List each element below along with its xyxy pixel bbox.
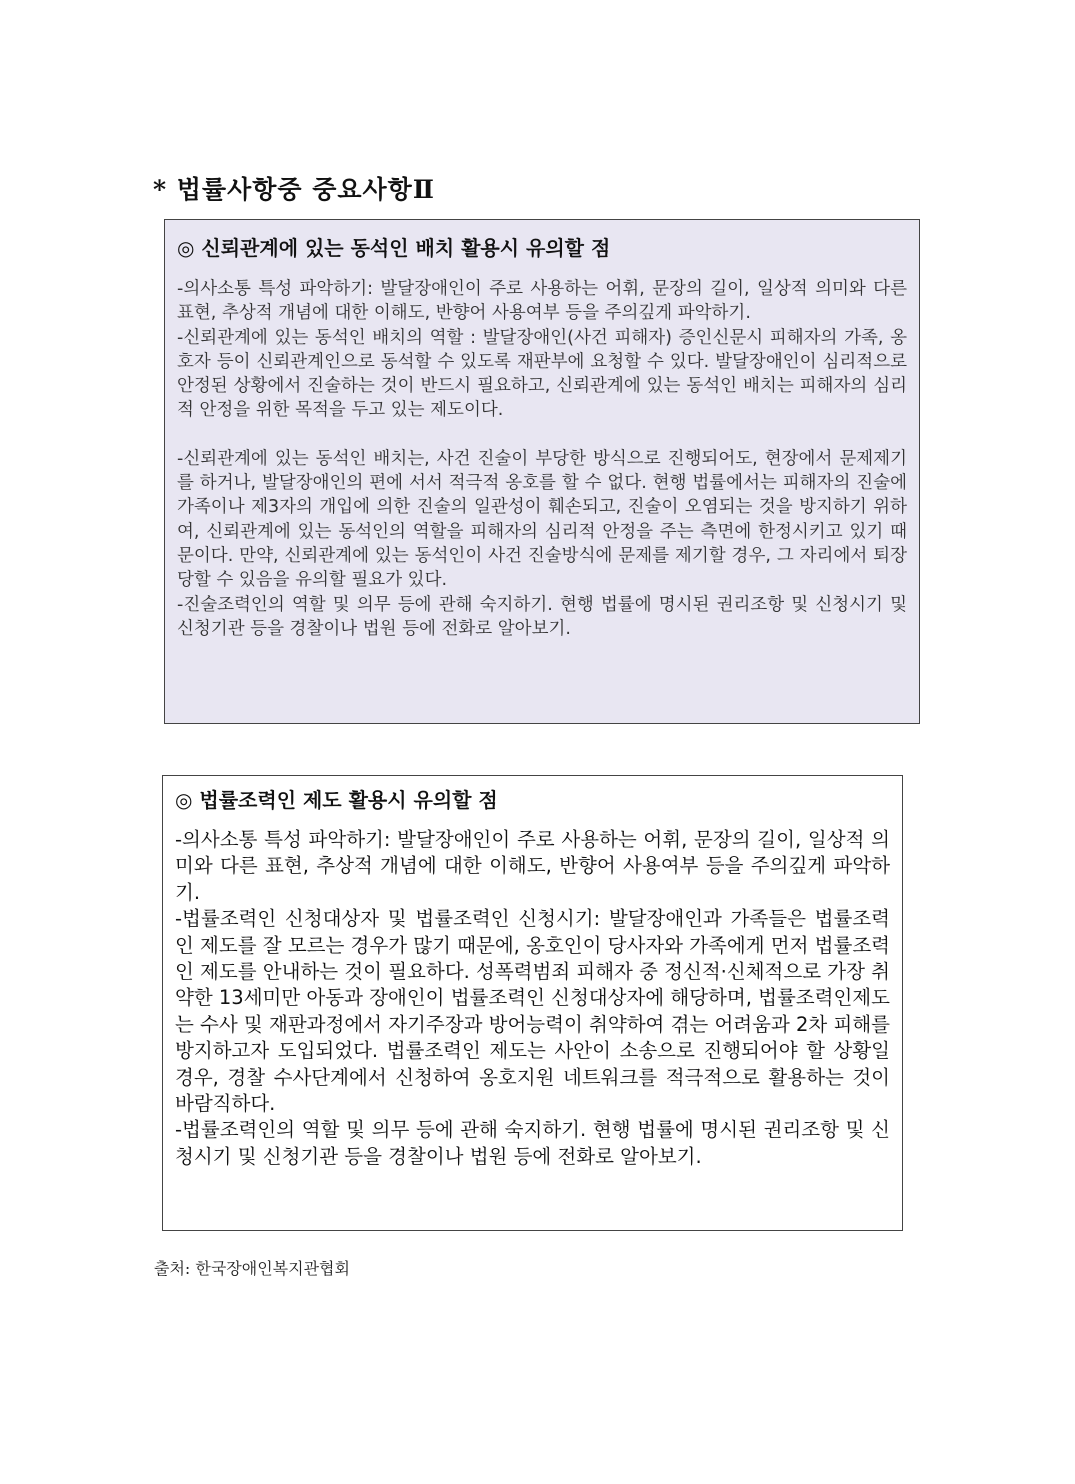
paragraph-communication: -의사소통 특성 파악하기: 발달장애인이 주로 사용하는 어휘, 문장의 길이, 일상적 의미와 다른 표현, 추상적 개념에 대한 이해도, 반향어 사용여부 등을 주의깊게 파악하기. — [177, 279, 907, 324]
paragraph-communication: -의사소통 특성 파악하기: 발달장애인이 주로 사용하는 어휘, 문장의 길이, 일상적 의미와 다른 표현, 추상적 개념에 대한 이해도, 반향어 사용여부 등을 주의깊게 파악하기. — [175, 828, 890, 904]
paragraph-spacer — [177, 423, 907, 447]
paragraph-role: -신뢰관계에 있는 동석인 배치의 역할 : 발달장애인(사건 피해자) 증인신문시 피해자의 가족, 옹호자 등이 신뢰관계인으로 동석할 수 있도록 재판부에 요청할 수 있다. 발달장애인이 심리적으로 안정된 상황에서 진술하는 것이 반드시 필요하고, 신뢰관계에 있는 동석인 배치는 피해자의 심리적 안정을 위한 목적을 두고 있는 제도이다. — [177, 327, 907, 421]
paragraph-duties: -법률조력인의 역할 및 의무 등에 관해 숙지하기. 현행 법률에 명시된 권리조항 및 신청시기 및 신청기관 등을 경찰이나 법원 등에 전화로 알아보기. — [175, 1118, 890, 1168]
paragraph-eligibility: -법률조력인 신청대상자 및 법률조력인 신청시기: 발달장애인과 가족들은 법률조력인 제도를 잘 모르는 경우가 많기 때문에, 옹호인이 당사자와 가족에게 먼저 법률조력인 제도를 안내하는 것이 필요하다. 성폭력범죄 피해자 중 정신적·신체적으로 가장 취약한 13세미만 아동과 장애인이 법률조력인 신청대상자에 해당하며, 법률조력인제도는 수사 및 재판과정에서 자기주장과 방어능력이 취약하여 겪는 어려움과 2차 피해를 방지하고자 도입되었다. 법률조력인 제도는 사안이 소송으로 진행되어야 할 상황일 경우, 경찰 수사단계에서 신청하여 옹호지원 네트워크를 적극적으로 활용하는 것이 바람직하다. — [175, 907, 890, 1116]
dongseogin-notice-box — [164, 219, 920, 724]
legal-assistant-notice-box — [162, 775, 903, 1231]
paragraph-limitation: -신뢰관계에 있는 동석인 배치는, 사건 진술이 부당한 방식으로 진행되어도, 현장에서 문제제기를 하거나, 발달장애인의 편에 서서 적극적 옹호를 할 수 없다. 현행 법률에서는 피해자의 진술에 가족이나 제3자의 개입에 의한 진술의 일관성이 훼손되고, 진술이 오염되는 것을 방지하기 위하여, 신뢰관계에 있는 동석인의 역할을 피해자의 심리적 안정을 주는 측면에 한정시키고 있기 때문이다. 만약, 신뢰관계에 있는 동석인이 사건 진술방식에 문제를 제기할 경우, 그 자리에서 퇴장당할 수 있음을 유의할 필요가 있다. — [177, 448, 907, 591]
box-title: ◎ 신뢰관계에 있는 동석인 배치 활용시 유의할 점 — [177, 236, 611, 260]
section-heading: * 법률사항중 중요사항Ⅱ — [153, 175, 435, 204]
source-citation: 출처: 한국장애인복지관협회 — [154, 1259, 350, 1278]
paragraph-duties: -진술조력인의 역할 및 의무 등에 관해 숙지하기. 현행 법률에 명시된 권리조항 및 신청시기 및 신청기관 등을 경찰이나 법원 등에 전화로 알아보기. — [177, 594, 907, 639]
box-title: ◎ 법률조력인 제도 활용시 유의할 점 — [175, 788, 498, 812]
